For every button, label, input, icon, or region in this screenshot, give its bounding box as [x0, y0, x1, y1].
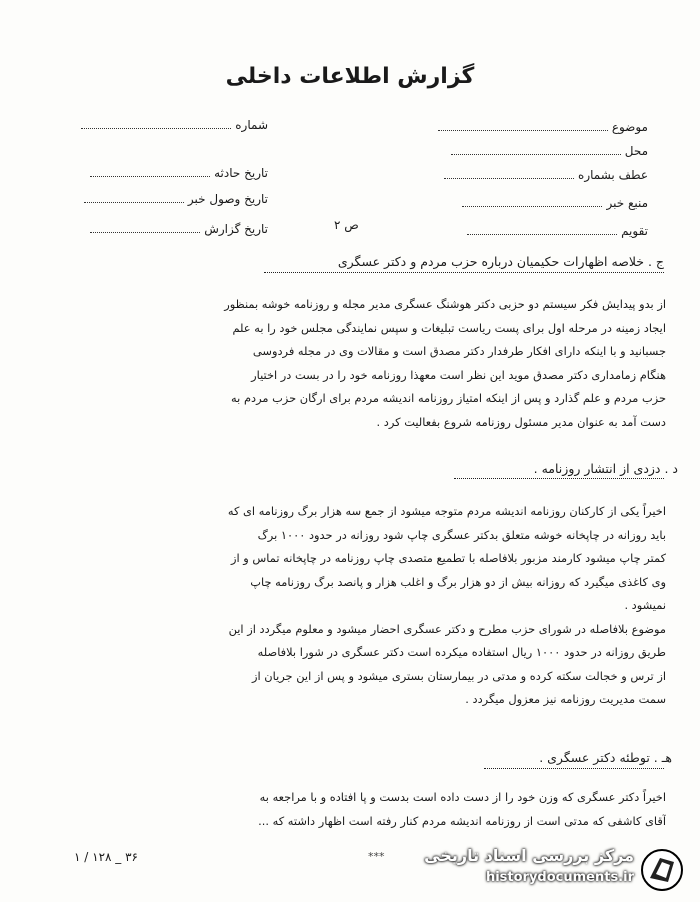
section-h-underline [484, 768, 664, 769]
document-title: گزارش اطلاعات داخلی [225, 64, 475, 89]
watermark-persian-text: مرکز بررسی اسناد تاریخی [424, 846, 634, 865]
section-c-body: از بدو پیدایش فکر سیستم دو حزبی دکتر هوشنگ عسگری مدیر مجله و روزنامه خوشه بمنظور ایجاد زمینه در مرحله اول برای پست ریاست تبلیغات و سپس نمایندگی مجلس خود را به علم جسبانید و با اینکه دارای افکار طرفدار دکتر مصدق است و مقالات وی در مجله فردوسی هنگام زمامداری دکتر مصدق موید این نظر است معهذا روزنامه خود را در بست در اختیار حزب مردم و علم گذارد و پس از اینکه امتیاز روزنامه اندیشه مردم برای ارگان حزب مردم به دست آمد به عنوان مدیر مسئول روزنامه شروع بفعالیت کرد . [224, 297, 666, 429]
field-news-source: منبع خبر [462, 196, 648, 210]
watermark-url-text: historydocuments.ir [485, 870, 634, 885]
document-number: ۳۶ _ ۱۲۸ / ۱ [74, 850, 138, 864]
field-number: شماره [81, 118, 268, 132]
section-d-heading: د . دزدی از انتشار روزنامه . [533, 461, 678, 476]
field-incident-date: تاریخ حادثه [90, 166, 268, 180]
field-reference-number: عطف بشماره [444, 168, 648, 182]
section-c-underline [264, 272, 664, 273]
field-location: محل [451, 144, 648, 158]
field-calendar: تقویم [467, 224, 648, 238]
section-c-heading: ج . خلاصه اظهارات حکیمیان درباره حزب مردم و دکتر عسگری [337, 254, 664, 269]
field-report-date: تاریخ گزارش [90, 222, 268, 236]
section-h-heading: هـ . توطئه دکتر عسگری . [539, 750, 672, 765]
section-d-underline [454, 478, 664, 479]
field-receipt-date: تاریخ وصول خبر [84, 192, 268, 206]
field-subject: موضوع [438, 120, 648, 134]
footer-mark: *** [368, 850, 385, 863]
watermark [400, 844, 690, 896]
section-d-body: اخیراً یکی از کارکنان روزنامه اندیشه مردم متوجه میشود از جمع سه هزار برگ روزنامه ای که باید روزانه در چاپخانه خوشه متعلق بدکتر عسگری چاپ شود روزانه در حدود ۱۰۰۰ برگ کمتر چاپ میشود کارمند مزبور بلافاصله با تطمیع متصدی چاپ روزنامه در چاپخانه تماس و از وی کاغذی میگیرد که روزانه بیش از دو هزار برگ و اغلب هزار و پانصد برگ روزنامه چاپ نمیشود . موضوع بلافاصله در شورای حزب مطرح و دکتر عسگری احضار میشود و معلوم میگردد از این طریق روزانه در حدود ۱۰۰۰ ریال استفاده میکرده است دکتر عسگری در شورا بلافاصله از ترس و خجالت سکته کرده و مدتی در بیمارستان بستری میشود و پس از این جریان از سمت مدیریت روزنامه نیز معزول میگردد . [227, 504, 666, 706]
section-h-body: اخیراً دکتر عسگری که وزن خود را از دست داده است بدست و پا افتاده و با مراجعه به آقای کاشفی که مدتی است از روزنامه اندیشه مردم کنار رفته است اظهار داشته که ... [258, 790, 666, 828]
watermark-logo-icon [640, 848, 684, 892]
page-number: ص ۲ [334, 218, 359, 232]
